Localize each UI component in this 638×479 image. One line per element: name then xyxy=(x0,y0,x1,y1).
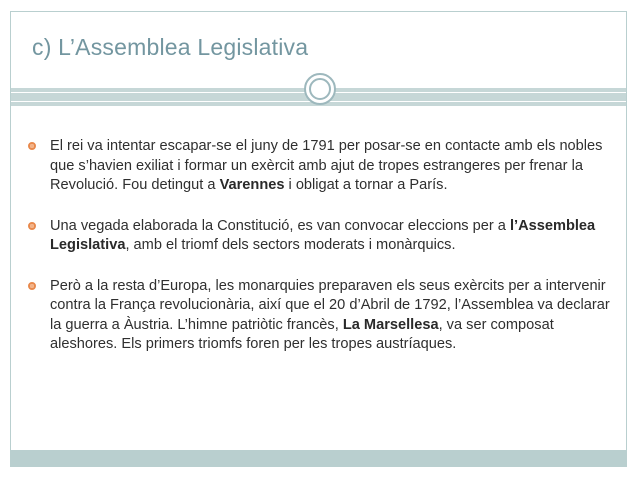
bullet-text: Una vegada elaborada la Constitució, es van convocar eleccions per a xyxy=(50,217,510,234)
slide xyxy=(10,11,627,467)
bullet-text: i obligat a tornar a París. xyxy=(284,177,448,193)
bullet-list xyxy=(25,137,620,355)
bullet-item xyxy=(25,277,620,355)
slide-title: c) L’Assemblea Legislativa xyxy=(32,34,309,60)
bullet-bold-text: La Marsellesa xyxy=(342,316,439,333)
circle-bullet-icon xyxy=(28,222,37,231)
bullet-item xyxy=(25,137,620,196)
bullet-text: , va ser composat aleshores. Els primers triomfs foren per les tropes austríaques. xyxy=(50,316,554,352)
bullet-text: Però a la resta d’Europa, les monarquies preparaven els seus exèrcits per a intervenir contra la França revolucionària, així que el 20 d’Abril de 1792, l’Assemblea va declarar la guerra a Àustria. L’himne patriòtic francès, xyxy=(50,277,610,333)
circle-bullet-icon xyxy=(28,142,37,151)
bullet-bold-text: Varennes xyxy=(219,177,285,193)
circle-bullet-icon xyxy=(28,282,37,291)
bullet-item xyxy=(25,217,620,256)
double-ring-icon xyxy=(304,73,336,105)
bullet-text: El rei va intentar escapar-se el juny de 1791 per posar-se en contacte amb els nobles que s’havien exiliat i formar un exèrcit amb ajut de tropes estrangeres per frenar la Revolució. Fou detingut a xyxy=(50,138,603,193)
bullet-bold-text: l’Assemblea Legislativa xyxy=(50,217,596,253)
footer-band xyxy=(11,450,626,466)
bullet-text: , amb el triomf dels sectors moderats i monàrquics. xyxy=(125,237,456,253)
